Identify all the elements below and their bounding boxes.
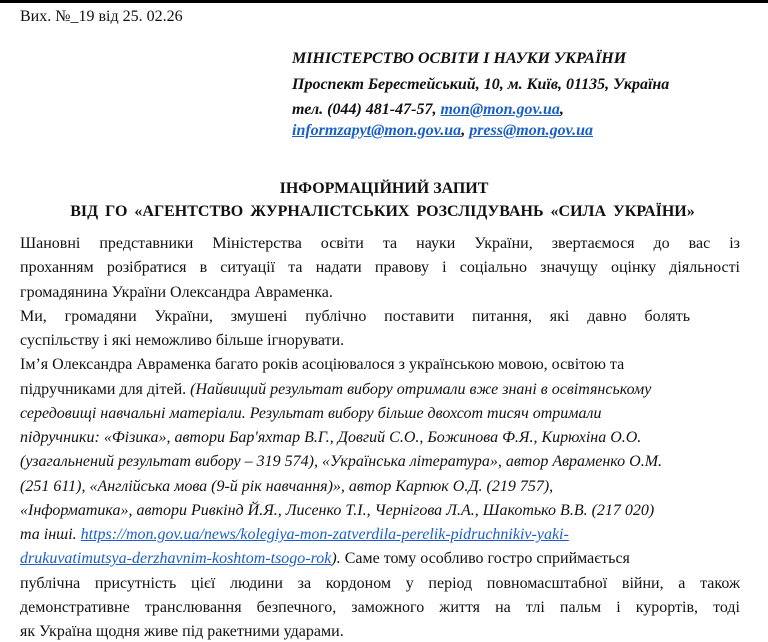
email-link[interactable]: press@mon.gov.ua [469, 122, 594, 139]
body-line: (251 611), «Англійська мова (9-й рік навчання)», автор Карпюк О.Д. (219 757), [20, 478, 554, 495]
recipient-contacts [292, 100, 564, 120]
recipient-emails [292, 121, 593, 141]
body-line: середовищі навчальні матеріали. Результат вибору більше двохсот тисяч отримали [20, 405, 602, 422]
body-line: підручники: «Фізика», автори Бар'яхтар В.Г., Довгий С.О., Божинова Ф.Я., Кирюхіна О.О. [20, 429, 642, 446]
body-line: суспільству і які неможливо більше ігнорувати. [20, 332, 345, 349]
body-line: Ми, громадяни України, змушені публічно поставити питання, які давно болять [20, 308, 690, 325]
body-line: Ім’я Олександра Авраменка багато років асоціювалося з українською мовою, освітою та [20, 356, 625, 373]
email-link[interactable]: mon@mon.gov.ua [440, 101, 560, 118]
body-line: демонстративне транслювання безпечного, заможного життя на тлі пальм і курортів, тоді [20, 599, 740, 616]
source-link[interactable]: drukuvatimutsya-derzhavnim-koshtom-tsogo-rok [20, 550, 332, 567]
body-line [20, 525, 740, 545]
body-line: Шановні представники Міністерства освіти та науки України, звертаємося до вас із [20, 235, 740, 252]
body-text-italic: та інші. [20, 526, 81, 543]
document-subtitle: ВІД ГО «АГЕНТСТВО ЖУРНАЛІСТСЬКИХ РОЗСЛІДУВАНЬ «СИЛА УКРАЇНИ» [70, 203, 695, 220]
recipient-name: МІНІСТЕРСТВО ОСВІТИ І НАУКИ УКРАЇНИ [292, 50, 627, 67]
body-text-italic: ). [331, 550, 341, 567]
body-line: (узагальнений результат вибору – 319 574), «Українська література», автор Авраменко О.М. [20, 453, 663, 470]
source-link[interactable]: https://mon.gov.ua/news/kolegiya-mon-zatverdila-perelik-pidruchnikiv-yaki- [80, 526, 569, 543]
recipient-address: Проспект Берестейський, 10, м. Київ, 01135, Україна [292, 76, 670, 93]
email-link[interactable]: informzapyt@mon.gov.ua [292, 122, 462, 139]
body-line [20, 380, 740, 400]
separator: , [461, 122, 470, 139]
body-line: як Україна щодня живе під ракетними ударами. [20, 623, 344, 640]
body-text-italic: (Найвищий результат вибору отримали вже знані в освітянському [190, 381, 652, 398]
body-line: громадянина України Олександра Авраменка. [20, 284, 333, 301]
body-line: «Інформатика», автори Ривкінд Й.Я., Лисенко Т.І., Чернігова Л.А., Шакотько В.В. (217 020) [20, 502, 655, 519]
body-line: публічна присутність цієї людини за кордоном у період повномасштабної війни, а також [20, 575, 740, 592]
body-line: проханням розібратися в ситуації та надати правову і соціально значущу оцінку діяльності [20, 259, 740, 276]
separator: , [559, 101, 564, 118]
body-text: Саме тому особливо гостро сприймається [340, 550, 630, 567]
top-border [0, 0, 768, 3]
body-line [20, 549, 740, 569]
outgoing-reference: Вих. №_19 від 25. 02.26 [20, 8, 183, 25]
phone: тел. (044) 481-47-57, [292, 101, 441, 118]
document-title: ІНФОРМАЦІЙНИЙ ЗАПИТ [279, 180, 489, 197]
body-text: підручниками для дітей. [20, 381, 191, 398]
